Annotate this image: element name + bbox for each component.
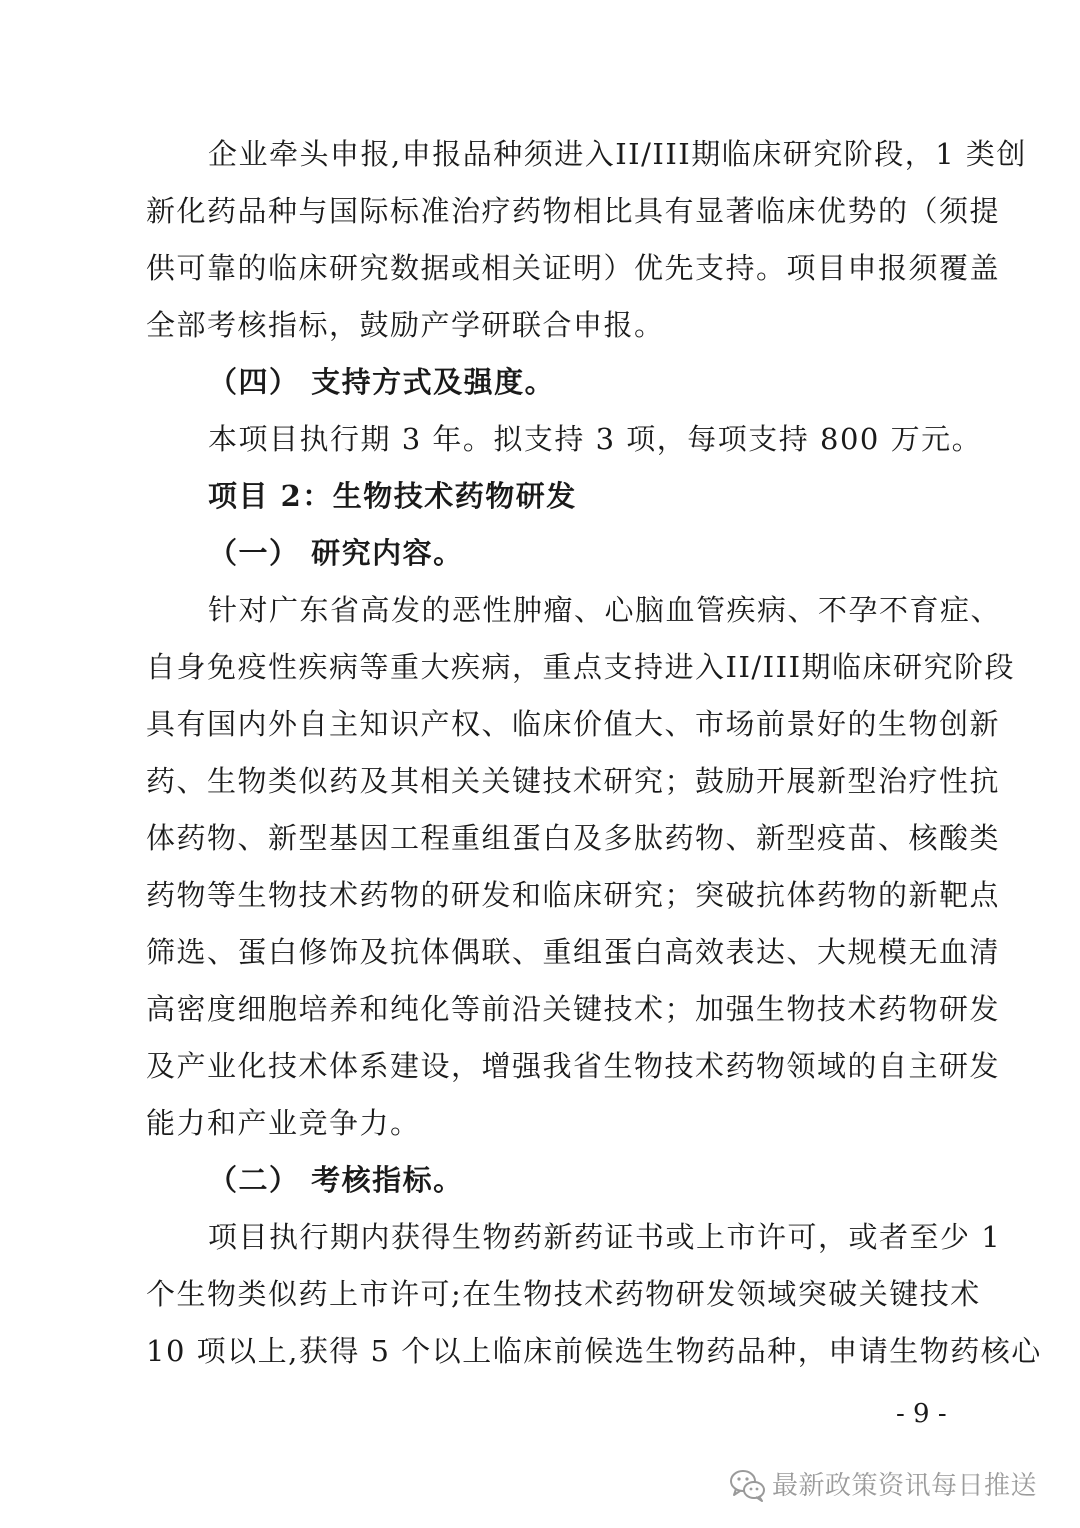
section-heading: （四） 支持方式及强度。	[208, 365, 556, 399]
body-line: 本项目执行期 3 年。拟支持 3 项，每项支持 800 万元。	[208, 422, 983, 456]
body-line: 及产业化技术体系建设，增强我省生物技术药物领域的自主研发	[146, 1049, 1001, 1083]
body-line: 药物等生物技术药物的研发和临床研究；突破抗体药物的新靶点	[146, 878, 1001, 912]
watermark	[728, 1466, 1037, 1506]
body-line: 新化药品种与国际标准治疗药物相比具有显著临床优势的（须提	[146, 194, 1001, 228]
body-line: 针对广东省高发的恶性肿瘤、心脑血管疾病、不孕不育症、	[208, 593, 1002, 627]
wechat-icon	[728, 1466, 768, 1506]
body-line: 供可靠的临床研究数据或相关证明）优先支持。项目申报须覆盖	[146, 251, 1001, 285]
body-line: 自身免疫性疾病等重大疾病，重点支持进入II/III期临床研究阶段	[146, 650, 1016, 684]
body-line: 项目执行期内获得生物药新药证书或上市许可，或者至少 1	[208, 1220, 1002, 1254]
body-line: 体药物、新型基因工程重组蛋白及多肽药物、新型疫苗、核酸类	[146, 821, 1001, 855]
body-line: 企业牵头申报,申报品种须进入II/III期临床研究阶段，1 类创	[208, 137, 1027, 171]
body-line: 具有国内外自主知识产权、临床价值大、市场前景好的生物创新	[146, 707, 1001, 741]
page-number: - 9 -	[896, 1399, 947, 1429]
project-heading: 项目 2：生物技术药物研发	[208, 479, 577, 513]
body-line: 全部考核指标，鼓励产学研联合申报。	[146, 308, 665, 342]
section-heading: （一） 研究内容。	[208, 536, 464, 570]
body-line: 能力和产业竞争力。	[146, 1106, 421, 1140]
body-line: 药、生物类似药及其相关关键技术研究；鼓励开展新型治疗性抗	[146, 764, 1001, 798]
section-heading: （二） 考核指标。	[208, 1163, 464, 1197]
body-line: 筛选、蛋白修饰及抗体偶联、重组蛋白高效表达、大规模无血清	[146, 935, 1001, 969]
body-line: 个生物类似药上市许可;在生物技术药物研发领域突破关键技术	[146, 1277, 981, 1311]
body-line: 高密度细胞培养和纯化等前沿关键技术；加强生物技术药物研发	[146, 992, 1001, 1026]
watermark-text: 最新政策资讯每日推送	[772, 1471, 1038, 1501]
body-line: 10 项以上,获得 5 个以上临床前候选生物药品种，申请生物药核心	[146, 1334, 1042, 1368]
